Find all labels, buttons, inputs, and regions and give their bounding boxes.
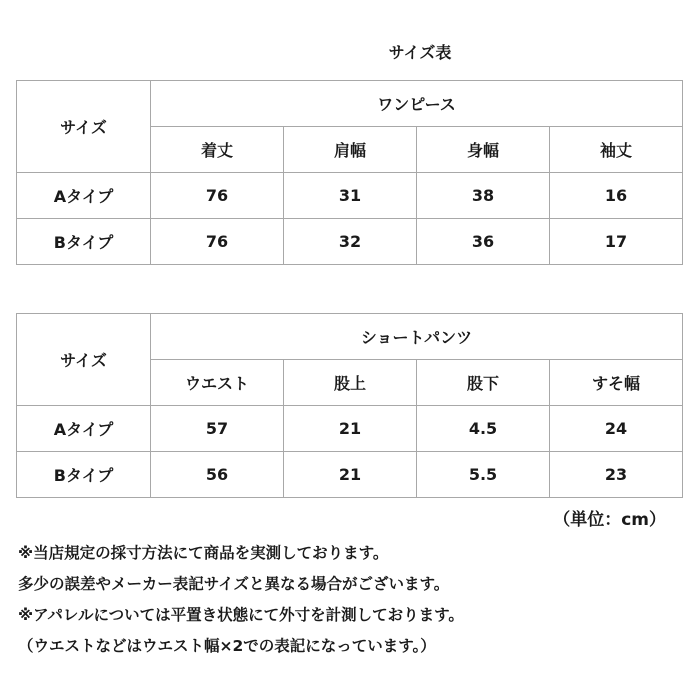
table-cell: 56 [151,452,284,498]
row-label: Bタイプ [17,452,151,498]
row-label: Bタイプ [17,219,151,265]
table-row [17,219,683,265]
row-label: Aタイプ [17,406,151,452]
table-row [17,452,683,498]
column-header: 身幅 [417,127,550,173]
table-cell: 38 [417,173,550,219]
page-title: サイズ表 [388,43,452,62]
column-header: すそ幅 [550,360,683,406]
group-header: ショートパンツ [151,314,683,360]
column-header: 股上 [284,360,417,406]
shorts-size-table [16,313,683,498]
table-cell: 32 [284,219,417,265]
note-line: 多少の誤差やメーカー表記サイズと異なる場合がございます。 [18,575,450,593]
note-line: （ウエストなどはウエスト幅×2での表記になっています。） [18,637,436,655]
group-header: ワンピース [151,81,683,127]
column-header: ウエスト [151,360,284,406]
table-cell: 16 [550,173,683,219]
column-header: 着丈 [151,127,284,173]
table-cell: 23 [550,452,683,498]
table-cell: 76 [151,219,284,265]
unit-label: （単位：cm） [553,510,666,530]
table-cell: 17 [550,219,683,265]
table-cell: 21 [284,406,417,452]
column-header: 袖丈 [550,127,683,173]
table-cell: 31 [284,173,417,219]
column-header: 股下 [417,360,550,406]
size-header: サイズ [17,314,151,406]
table-cell: 4.5 [417,406,550,452]
dress-size-table [16,80,683,265]
table-cell: 57 [151,406,284,452]
table-row [17,406,683,452]
table-cell: 5.5 [417,452,550,498]
notes [18,538,464,662]
size-header: サイズ [17,81,151,173]
note-line: ※アパレルについては平置き状態にて外寸を計測しております。 [18,606,464,624]
column-header: 肩幅 [284,127,417,173]
table-cell: 36 [417,219,550,265]
row-label: Aタイプ [17,173,151,219]
table-cell: 21 [284,452,417,498]
table-cell: 76 [151,173,284,219]
table-cell: 24 [550,406,683,452]
table-row [17,173,683,219]
note-line: ※当店規定の採寸方法にて商品を実測しております。 [18,544,389,562]
